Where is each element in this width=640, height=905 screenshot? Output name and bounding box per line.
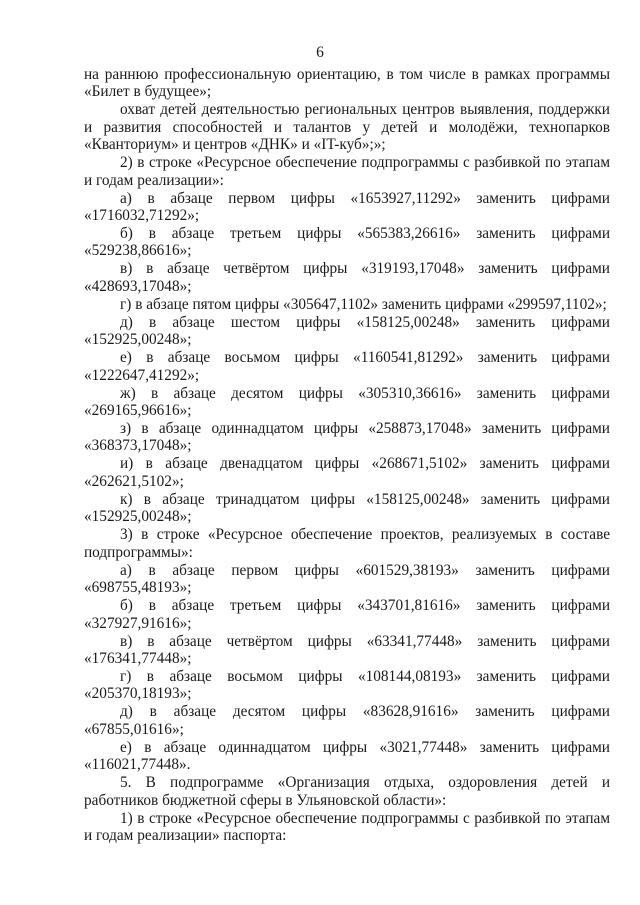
list-item: з) в абзаце одиннадцатом цифры «258873,17048» заменить цифрами «368373,17048»; [84, 420, 610, 455]
document-body [84, 66, 610, 845]
paragraph-item-2: 2) в строке «Ресурсное обеспечение подпрограммы с разбивкой по этапам и годам реализации»: [84, 154, 610, 189]
paragraph-continuation: на раннюю профессиональную ориентацию, в том числе в рамках программы «Билет в будущее»; [84, 66, 610, 101]
list-item: д) в абзаце шестом цифры «158125,00248» заменить цифрами «152925,00248»; [84, 313, 610, 349]
list-item: е) в абзаце восьмом цифры «1160541,81292» заменить цифрами «1222647,41292»; [84, 349, 610, 384]
paragraph-section-5-item-1: 1) в строке «Ресурсное обеспечение подпрограммы с разбивкой по этапам и годам реализации» паспорта: [84, 809, 610, 844]
paragraph-item-3: 3) в строке «Ресурсное обеспечение проектов, реализуемых в составе подпрограммы»: [84, 526, 610, 561]
list-item: г) в абзаце пятом цифры «305647,1102» заменить цифрами «299597,1102»; [120, 295, 607, 313]
list-item: б) в абзаце третьем цифры «565383,26616» заменить цифрами «529238,86616»; [84, 225, 610, 260]
list-item: б) в абзаце третьем цифры «343701,81616» заменить цифрами «327927,91616»; [84, 597, 610, 632]
list-item: в) в абзаце четвёртом цифры «319193,17048» заменить цифрами «428693,17048»; [84, 260, 610, 295]
list-item: а) в абзаце первом цифры «601529,38193» заменить цифрами «698755,48193»; [84, 561, 610, 597]
list-item: а) в абзаце первом цифры «1653927,11292» заменить цифрами «1716032,71292»; [84, 189, 610, 225]
page-number: 6 [316, 44, 324, 61]
list-item: е) в абзаце одиннадцатом цифры «3021,77448» заменить цифрами «116021,77448». [84, 738, 610, 774]
list-item: г) в абзаце восьмом цифры «108144,08193» заменить цифрами «205370,18193»; [84, 667, 610, 703]
list-item: в) в абзаце четвёртом цифры «63341,77448» заменить цифрами «176341,77448»; [84, 632, 610, 667]
list-item: д) в абзаце десятом цифры «83628,91616» заменить цифрами «67855,01616»; [84, 703, 610, 738]
list-item: ж) в абзаце десятом цифры «305310,36616» заменить цифрами «269165,96616»; [84, 384, 610, 420]
paragraph-coverage: охват детей деятельностью региональных центров выявления, поддержки и развития способностей и талантов у детей и молодёжи, технопарков «Кванториум» и центров «ДНК» и «IT-куб»;»; [84, 101, 610, 154]
list-item: к) в абзаце тринадцатом цифры «158125,00248» заменить цифрами «152925,00248»; [84, 490, 610, 526]
paragraph-section-5: 5. В подпрограмме «Организация отдыха, оздоровления детей и работников бюджетной сферы в Ульяновской области»: [84, 774, 610, 809]
list-item: и) в абзаце двенадцатом цифры «268671,5102» заменить цифрами «262621,5102»; [84, 455, 610, 490]
